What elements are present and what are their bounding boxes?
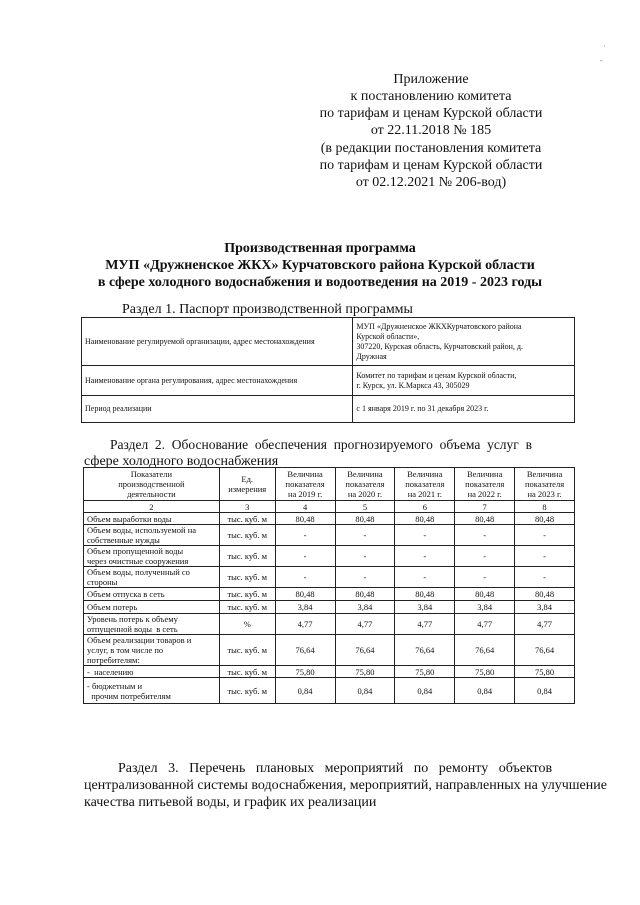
row-value: 80,48 — [455, 513, 515, 525]
row-unit: тыс. куб. м — [219, 635, 275, 666]
section3-line: централизованной системы водоснабжения, мероприятий, направленных на улучшение — [84, 778, 607, 793]
row-value: 80,48 — [335, 588, 395, 601]
header-text: на 2020 г. — [347, 489, 383, 499]
column-number: 8 — [515, 501, 575, 513]
table-row — [82, 318, 575, 366]
row-unit: тыс. куб. м — [219, 588, 275, 601]
column-number: 3 — [219, 501, 275, 513]
passport-value-line: Дружная — [356, 351, 387, 361]
row-unit: тыс. куб. м — [219, 546, 275, 567]
row-value: - — [395, 546, 455, 567]
row-value: - — [455, 567, 515, 588]
table-row — [84, 666, 575, 678]
row-label-line: Объем реализации товаров и — [87, 635, 192, 645]
row-label-line: - населению — [87, 666, 134, 677]
column-number: 5 — [335, 501, 395, 513]
row-label-line: Уровень потерь к объему — [87, 614, 178, 624]
header-line: к постановлению комитета — [350, 89, 512, 104]
row-value: 80,48 — [395, 513, 455, 525]
row-label — [84, 601, 220, 614]
row-value: 80,48 — [455, 588, 515, 601]
header-text: показателя — [524, 479, 565, 489]
row-unit: тыс. куб. м — [219, 666, 275, 678]
title-line: в сфере холодного водоснабжения и водоотведения на 2019 - 2023 годы — [97, 275, 543, 290]
passport-value-line: Курской области», — [356, 331, 420, 341]
row-label-line: Объем воды, полученный со — [87, 567, 190, 577]
section3-line: Раздел 3. Перечень плановых мероприятий по ремонту объектов — [118, 761, 553, 776]
row-value: - — [515, 546, 575, 567]
row-unit: тыс. куб. м — [219, 567, 275, 588]
header-line: от 02.12.2021 № 206-вод) — [355, 175, 507, 190]
header-text: Величина — [347, 469, 383, 479]
title-line: МУП «Дружненское ЖКХ» Курчатовского района Курской области — [105, 258, 535, 273]
header-text: измерения — [228, 484, 267, 494]
table-row — [84, 614, 575, 635]
row-unit: тыс. куб. м — [219, 678, 275, 704]
row-label — [84, 546, 220, 567]
row-value: 0,84 — [275, 678, 335, 704]
table-row — [84, 567, 575, 588]
row-value: 3,84 — [455, 601, 515, 614]
row-value: - — [335, 567, 395, 588]
row-value: 0,84 — [395, 678, 455, 704]
column-number: 2 — [84, 501, 220, 513]
row-value: 3,84 — [335, 601, 395, 614]
row-value: 76,64 — [335, 635, 395, 666]
row-label — [84, 588, 220, 601]
table-row — [84, 678, 575, 704]
row-label — [84, 635, 220, 666]
row-value: 4,77 — [335, 614, 395, 635]
passport-value-line: 307220, Курская область, Курчатовский район, д. — [356, 341, 524, 351]
row-label — [84, 567, 220, 588]
table-row — [82, 396, 575, 423]
header-text: деятельности — [127, 489, 176, 499]
header-text: на 2022 г. — [467, 489, 502, 499]
row-value: 80,48 — [275, 513, 335, 525]
row-value: - — [275, 567, 335, 588]
table-row — [84, 588, 575, 601]
table-row — [84, 546, 575, 567]
row-label-line: Объем отпуска в сеть — [87, 589, 165, 599]
table-row — [82, 366, 575, 396]
row-label-line: Объем воды, используемой на — [87, 525, 197, 535]
row-value: 80,48 — [335, 513, 395, 525]
section3-line: качества питьевой воды, и график их реализации — [84, 795, 377, 810]
header-text: Величина — [466, 469, 503, 479]
header-text: показателя — [405, 479, 445, 489]
row-label-line: стороны — [87, 577, 118, 587]
row-value: 4,77 — [455, 614, 515, 635]
header-text: Величина — [526, 469, 563, 479]
column-header-year — [455, 468, 515, 501]
header-line: по тарифам и ценам Курской области — [319, 106, 543, 121]
row-value: 80,48 — [275, 588, 335, 601]
passport-value-line: г. Курск, ул. К.Маркса 43, 305029 — [356, 380, 470, 390]
column-header-unit — [219, 468, 275, 501]
row-value: 80,48 — [515, 588, 575, 601]
scan-mark: - — [600, 56, 603, 65]
row-value: - — [455, 546, 515, 567]
row-value: - — [335, 546, 395, 567]
row-label — [84, 678, 220, 704]
column-number-row — [84, 501, 575, 513]
column-header-indicator — [84, 468, 220, 501]
row-value: - — [395, 567, 455, 588]
section2-heading — [110, 436, 574, 453]
row-value: - — [515, 525, 575, 546]
section1-heading: Раздел 1. Паспорт производственной программы — [122, 302, 413, 317]
row-unit: тыс. куб. м — [219, 601, 275, 614]
table-row — [84, 525, 575, 546]
row-value: 0,84 — [455, 678, 515, 704]
row-value: 4,77 — [515, 614, 575, 635]
header-text: показателя — [465, 479, 505, 489]
row-value: 80,48 — [395, 588, 455, 601]
passport-value-line: с 1 января 2019 г. по 31 декабря 2023 г. — [356, 404, 489, 413]
row-value: 4,77 — [275, 614, 335, 635]
row-label — [84, 666, 220, 678]
row-label-line: собственные нужды — [87, 535, 160, 545]
row-value: 76,64 — [515, 635, 575, 666]
column-header-year — [515, 468, 575, 501]
header-text: на 2023 г. — [527, 489, 562, 499]
row-value: 75,80 — [455, 666, 515, 678]
column-header-year — [395, 468, 455, 501]
row-label-line: Объем потерь — [87, 602, 138, 612]
row-value: - — [335, 525, 395, 546]
header-text: показателя — [285, 479, 325, 489]
header-text: показателя — [345, 479, 385, 489]
column-header-year — [335, 468, 395, 501]
row-unit: тыс. куб. м — [219, 513, 275, 525]
passport-value — [353, 396, 575, 423]
header-line: Приложение — [393, 72, 469, 87]
passport-value — [353, 318, 575, 366]
row-label — [84, 513, 220, 525]
header-line: по тарифам и ценам Курской области — [319, 158, 543, 173]
row-label-line: - бюджетным и — [87, 680, 143, 691]
header-text: Показатели — [130, 469, 173, 479]
row-label-line: через очистные сооружения — [87, 556, 189, 566]
passport-label: Период реализации — [82, 396, 353, 423]
row-value: 3,84 — [275, 601, 335, 614]
row-label — [84, 525, 220, 546]
section2-heading-line: Раздел 2. Обоснование обеспечения прогнозируемого объема услуг в — [110, 437, 532, 452]
row-value: 80,48 — [515, 513, 575, 525]
column-header-year — [275, 468, 335, 501]
row-label-line: услуг, в том числе по — [87, 645, 164, 655]
section2-heading-line: сфере холодного водоснабжения — [84, 454, 279, 469]
passport-value-line: Комитет по тарифам и ценам Курской области, — [356, 370, 517, 380]
row-value: 76,64 — [275, 635, 335, 666]
row-value: 3,84 — [395, 601, 455, 614]
header-text: на 2021 г. — [407, 489, 442, 499]
table-row — [84, 513, 575, 525]
table-header-row — [84, 468, 575, 501]
row-value: 76,64 — [395, 635, 455, 666]
row-value: - — [515, 567, 575, 588]
column-number: 4 — [275, 501, 335, 513]
row-value: 0,84 — [515, 678, 575, 704]
header-text: производственной — [118, 479, 185, 489]
header-text: Ед. — [241, 474, 254, 484]
row-value: 0,84 — [335, 678, 395, 704]
row-label-line: Объем пропущенной воды — [87, 546, 184, 556]
row-value: 75,80 — [395, 666, 455, 678]
row-value: 3,84 — [515, 601, 575, 614]
passport-value — [353, 366, 575, 396]
row-value: 75,80 — [515, 666, 575, 678]
row-value: 75,80 — [275, 666, 335, 678]
passport-label: Наименование органа регулирования, адрес местонахождения — [82, 366, 353, 396]
row-value: - — [275, 525, 335, 546]
table-row — [84, 635, 575, 666]
row-value: - — [455, 525, 515, 546]
row-value: - — [275, 546, 335, 567]
row-value: - — [395, 525, 455, 546]
header-text: Величина — [287, 469, 323, 479]
volume-table — [83, 467, 575, 704]
scan-mark: · — [603, 42, 606, 51]
column-number: 7 — [455, 501, 515, 513]
row-label — [84, 614, 220, 635]
table-row — [84, 601, 575, 614]
row-label-line: прочим потребителям — [87, 690, 171, 701]
row-value: 76,64 — [455, 635, 515, 666]
passport-value-line: МУП «Дружненское ЖКХКурчатовского района — [356, 321, 522, 331]
header-line: (в редакции постановления комитета — [320, 141, 542, 156]
row-value: 4,77 — [395, 614, 455, 635]
table-body — [84, 513, 575, 704]
header-text: на 2019 г. — [287, 489, 323, 499]
row-label-line: потребителям: — [87, 655, 140, 665]
passport-label: Наименование регулируемой организации, адрес местонахождения — [82, 318, 353, 366]
column-number: 6 — [395, 501, 455, 513]
row-unit: тыс. куб. м — [219, 525, 275, 546]
passport-table — [81, 317, 575, 423]
title-line: Производственная программа — [224, 241, 416, 256]
row-label-line: Объем выработки воды — [87, 513, 172, 524]
row-value: 75,80 — [335, 666, 395, 678]
row-unit: % — [219, 614, 275, 635]
header-text: Величина — [407, 469, 443, 479]
header-line: от 22.11.2018 № 185 — [370, 123, 492, 138]
row-label-line: отпущенной воды в сеть — [87, 624, 178, 634]
